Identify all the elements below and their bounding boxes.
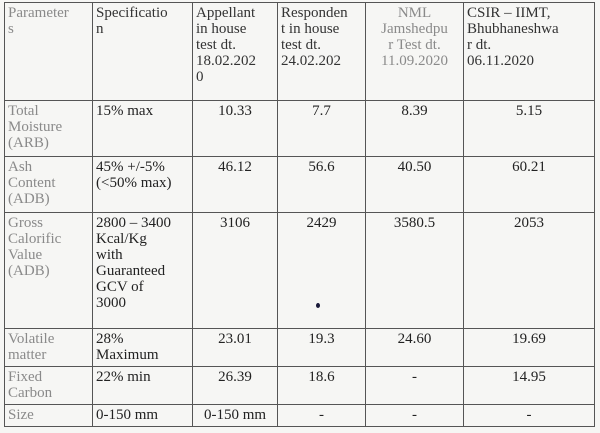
header-csir-test: CSIR – IIMT, Bhubhaneshwa r dt. 06.11.2020 — [464, 3, 595, 101]
table-row — [5, 213, 595, 329]
nml-value-cell: 8.39 — [366, 101, 464, 157]
parameter-cell: Ash Content (ADB) — [5, 157, 93, 213]
appellant-value-cell: 3106 — [193, 213, 278, 329]
specification-cell: 45% +/-5% (<50% max) — [93, 157, 193, 213]
table-row — [5, 101, 595, 157]
csir-value-cell: - — [464, 405, 595, 427]
specification-cell: 0-150 mm — [93, 405, 193, 427]
header-specification: Specificatio n — [93, 3, 193, 101]
specification-cell: 22% min — [93, 367, 193, 405]
ink-speck — [316, 303, 320, 308]
csir-value-cell: 14.95 — [464, 367, 595, 405]
table-header-row — [5, 3, 595, 101]
appellant-value-cell: 0-150 mm — [193, 405, 278, 427]
appellant-value-cell: 23.01 — [193, 329, 278, 367]
respondent-value-cell: 19.3 — [278, 329, 366, 367]
csir-value-cell: 2053 — [464, 213, 595, 329]
csir-value-cell: 60.21 — [464, 157, 595, 213]
parameter-cell: Size — [5, 405, 93, 427]
appellant-value-cell: 10.33 — [193, 101, 278, 157]
table-row — [5, 329, 595, 367]
nml-value-cell: 3580.5 — [366, 213, 464, 329]
appellant-value-cell: 26.39 — [193, 367, 278, 405]
parameter-cell: Fixed Carbon — [5, 367, 93, 405]
respondent-value-cell: 18.6 — [278, 367, 366, 405]
specification-cell: 28% Maximum — [93, 329, 193, 367]
parameter-cell: Total Moisture (ARB) — [5, 101, 93, 157]
table-row — [5, 405, 595, 427]
nml-value-cell: 24.60 — [366, 329, 464, 367]
table-row — [5, 157, 595, 213]
parameter-cell: Gross Calorific Value (ADB) — [5, 213, 93, 329]
header-respondent-test: Responden t in house test dt. 24.02.202 — [278, 3, 366, 101]
nml-value-cell: 40.50 — [366, 157, 464, 213]
header-nml-test: NML Jamshedpu r Test dt. 11.09.2020 — [366, 3, 464, 101]
parameter-cell: Volatile matter — [5, 329, 93, 367]
nml-value-cell: - — [366, 367, 464, 405]
header-parameters: Parameter s — [5, 3, 93, 101]
specification-cell: 2800 – 3400 Kcal/Kg with Guaranteed GCV of 3000 — [93, 213, 193, 329]
nml-value-cell: - — [366, 405, 464, 427]
csir-value-cell: 5.15 — [464, 101, 595, 157]
table-row — [5, 367, 595, 405]
appellant-value-cell: 46.12 — [193, 157, 278, 213]
respondent-value-cell: 7.7 — [278, 101, 366, 157]
csir-value-cell: 19.69 — [464, 329, 595, 367]
respondent-value-cell: - — [278, 405, 366, 427]
respondent-value-cell: 2429 — [278, 213, 366, 329]
respondent-value-cell: 56.6 — [278, 157, 366, 213]
specification-cell: 15% max — [93, 101, 193, 157]
header-appellant-test: Appellant in house test dt. 18.02.202 0 — [193, 3, 278, 101]
coal-specification-table — [4, 2, 595, 427]
